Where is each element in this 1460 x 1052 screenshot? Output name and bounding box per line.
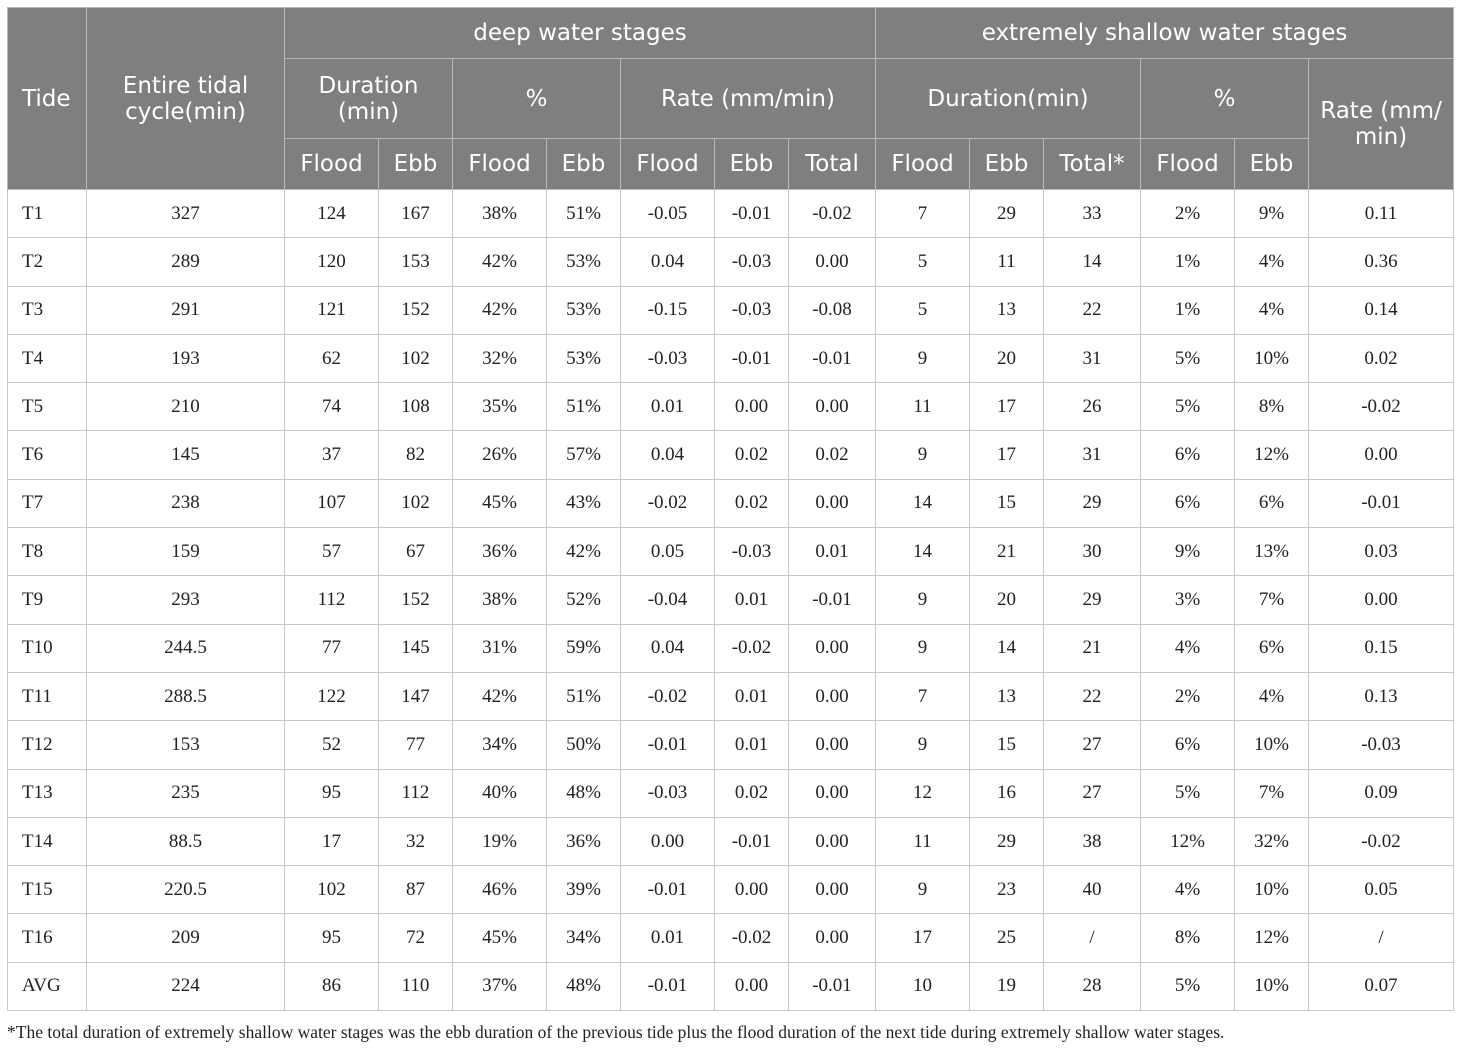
data-cell: 31% (453, 624, 547, 672)
header-shallow-percent: % (1141, 59, 1309, 139)
data-cell: -0.03 (715, 286, 789, 334)
header-shallow-duration-ebb: Ebb (970, 139, 1044, 190)
data-cell: 95 (285, 769, 379, 817)
data-cell: 42% (453, 286, 547, 334)
data-cell: -0.02 (1309, 383, 1454, 431)
data-cell: 121 (285, 286, 379, 334)
table-row (8, 286, 1454, 334)
data-cell: 0.00 (789, 624, 876, 672)
table-footnote: *The total duration of extremely shallow water stages was the ebb duration of the previous tide plus the flood duration of the next tide during extremely shallow water stages. (7, 1022, 1225, 1042)
data-cell: 0.02 (715, 479, 789, 527)
data-cell: 120 (285, 238, 379, 286)
data-cell: 74 (285, 383, 379, 431)
data-cell: 293 (87, 576, 285, 624)
data-cell: 13 (970, 672, 1044, 720)
data-cell: 9 (876, 334, 970, 382)
table-row (8, 383, 1454, 431)
data-cell: 0.04 (621, 238, 715, 286)
data-cell: 291 (87, 286, 285, 334)
data-cell: 31 (1044, 334, 1141, 382)
data-cell: 7% (1235, 576, 1309, 624)
data-cell: 327 (87, 190, 285, 238)
data-cell: 238 (87, 479, 285, 527)
data-cell: 32 (379, 817, 453, 865)
data-cell: 2% (1141, 190, 1235, 238)
data-cell: -0.02 (715, 624, 789, 672)
row-label-cell: T7 (8, 479, 87, 527)
row-label-cell: T9 (8, 576, 87, 624)
data-cell: 21 (1044, 624, 1141, 672)
data-cell: 0.03 (1309, 528, 1454, 576)
data-cell: 124 (285, 190, 379, 238)
data-cell: 88.5 (87, 817, 285, 865)
data-cell: 152 (379, 286, 453, 334)
data-cell: 9 (876, 721, 970, 769)
data-cell: 6% (1141, 431, 1235, 479)
data-cell: 62 (285, 334, 379, 382)
data-cell: 23 (970, 866, 1044, 914)
data-cell: 11 (876, 817, 970, 865)
data-cell: 30 (1044, 528, 1141, 576)
data-cell: 0.05 (1309, 866, 1454, 914)
data-cell: -0.02 (715, 914, 789, 962)
data-cell: 25 (970, 914, 1044, 962)
data-cell: 6% (1141, 479, 1235, 527)
data-cell: 0.00 (715, 962, 789, 1010)
data-cell: 4% (1235, 238, 1309, 286)
data-cell: 45% (453, 914, 547, 962)
row-label-cell: T2 (8, 238, 87, 286)
table-row (8, 962, 1454, 1010)
data-cell: 0.01 (789, 528, 876, 576)
header-deep-rate-total: Total (789, 139, 876, 190)
data-cell: -0.15 (621, 286, 715, 334)
data-cell: 27 (1044, 721, 1141, 769)
data-cell: 0.00 (789, 238, 876, 286)
data-cell: 145 (379, 624, 453, 672)
header-shallow-rate: Rate (mm/ min) (1309, 59, 1454, 190)
data-cell: 17 (970, 383, 1044, 431)
data-cell: 6% (1235, 479, 1309, 527)
row-label-cell: T12 (8, 721, 87, 769)
data-cell: 209 (87, 914, 285, 962)
data-cell: 102 (379, 479, 453, 527)
data-cell: 32% (453, 334, 547, 382)
data-cell: -0.02 (621, 479, 715, 527)
data-cell: 7% (1235, 769, 1309, 817)
header-deep-rate: Rate (mm/min) (621, 59, 876, 139)
data-cell: 159 (87, 528, 285, 576)
data-cell: -0.01 (789, 576, 876, 624)
data-cell: 17 (876, 914, 970, 962)
data-cell: -0.02 (789, 190, 876, 238)
data-cell: 77 (285, 624, 379, 672)
data-cell: 9 (876, 866, 970, 914)
data-cell: 0.00 (789, 769, 876, 817)
data-cell: 289 (87, 238, 285, 286)
data-cell: 10% (1235, 334, 1309, 382)
data-cell: 26% (453, 431, 547, 479)
data-cell: 29 (970, 190, 1044, 238)
data-cell: -0.01 (789, 962, 876, 1010)
data-cell: -0.03 (621, 769, 715, 817)
row-label-cell: T15 (8, 866, 87, 914)
data-cell: 57% (547, 431, 621, 479)
data-cell: 53% (547, 334, 621, 382)
header-deep-percent-flood: Flood (453, 139, 547, 190)
data-cell: -0.01 (1309, 479, 1454, 527)
data-cell: 6% (1141, 721, 1235, 769)
data-cell: 20 (970, 576, 1044, 624)
data-cell: 72 (379, 914, 453, 962)
data-cell: 29 (1044, 576, 1141, 624)
table-row (8, 528, 1454, 576)
data-cell: 21 (970, 528, 1044, 576)
data-cell: 51% (547, 383, 621, 431)
table-row (8, 672, 1454, 720)
row-label-cell: T16 (8, 914, 87, 962)
data-cell: 9 (876, 576, 970, 624)
header-extremely-shallow-water-stages: extremely shallow water stages (876, 8, 1454, 59)
data-cell: 4% (1235, 672, 1309, 720)
data-cell: 5% (1141, 769, 1235, 817)
data-cell: 5 (876, 286, 970, 334)
data-cell: 288.5 (87, 672, 285, 720)
data-cell: 9% (1141, 528, 1235, 576)
header-deep-duration-ebb: Ebb (379, 139, 453, 190)
data-cell: 19% (453, 817, 547, 865)
data-cell: 22 (1044, 672, 1141, 720)
header-tide: Tide (8, 8, 87, 190)
data-cell: 9 (876, 624, 970, 672)
data-cell: 0.01 (621, 383, 715, 431)
data-cell: 7 (876, 190, 970, 238)
data-cell: 0.00 (715, 866, 789, 914)
data-cell: 38% (453, 576, 547, 624)
data-cell: 52% (547, 576, 621, 624)
table-row (8, 238, 1454, 286)
data-cell: -0.01 (621, 962, 715, 1010)
data-cell: 1% (1141, 238, 1235, 286)
data-cell: 43% (547, 479, 621, 527)
data-cell: 26 (1044, 383, 1141, 431)
data-cell: 67 (379, 528, 453, 576)
data-cell: 11 (970, 238, 1044, 286)
data-cell: / (1309, 914, 1454, 962)
data-cell: -0.08 (789, 286, 876, 334)
data-cell: 10 (876, 962, 970, 1010)
data-cell: 0.02 (715, 769, 789, 817)
data-cell: 3% (1141, 576, 1235, 624)
data-cell: -0.01 (789, 334, 876, 382)
data-cell: 0.01 (715, 672, 789, 720)
data-cell: 34% (453, 721, 547, 769)
data-cell: 112 (379, 769, 453, 817)
data-cell: 5% (1141, 334, 1235, 382)
data-cell: 87 (379, 866, 453, 914)
data-cell: 86 (285, 962, 379, 1010)
data-cell: 95 (285, 914, 379, 962)
header-shallow-duration: Duration(min) (876, 59, 1141, 139)
data-cell: 0.01 (715, 576, 789, 624)
data-cell: 107 (285, 479, 379, 527)
data-cell: 1% (1141, 286, 1235, 334)
data-cell: 14 (1044, 238, 1141, 286)
data-cell: 34% (547, 914, 621, 962)
data-cell: 42% (453, 672, 547, 720)
data-cell: 32% (1235, 817, 1309, 865)
row-label-cell: T14 (8, 817, 87, 865)
table-row (8, 431, 1454, 479)
data-cell: 33 (1044, 190, 1141, 238)
data-cell: 40% (453, 769, 547, 817)
data-cell: 29 (970, 817, 1044, 865)
data-cell: 53% (547, 238, 621, 286)
table-container (7, 7, 1453, 1011)
data-cell: 147 (379, 672, 453, 720)
data-cell: -0.02 (1309, 817, 1454, 865)
data-cell: 4% (1235, 286, 1309, 334)
data-cell: -0.01 (715, 817, 789, 865)
data-cell: 28 (1044, 962, 1141, 1010)
data-cell: 16 (970, 769, 1044, 817)
header-deep-water-stages: deep water stages (285, 8, 876, 59)
header-deep-duration-flood: Flood (285, 139, 379, 190)
data-cell: 37% (453, 962, 547, 1010)
header-deep-percent: % (453, 59, 621, 139)
data-cell: 220.5 (87, 866, 285, 914)
data-cell: 14 (970, 624, 1044, 672)
row-label-cell: AVG (8, 962, 87, 1010)
data-cell: 0.00 (789, 672, 876, 720)
data-cell: -0.05 (621, 190, 715, 238)
table-row (8, 866, 1454, 914)
row-label-cell: T5 (8, 383, 87, 431)
data-cell: 11 (876, 383, 970, 431)
data-cell: 22 (1044, 286, 1141, 334)
data-cell: 145 (87, 431, 285, 479)
row-label-cell: T8 (8, 528, 87, 576)
header-deep-percent-ebb: Ebb (547, 139, 621, 190)
data-cell: 153 (87, 721, 285, 769)
row-label-cell: T4 (8, 334, 87, 382)
data-cell: 102 (285, 866, 379, 914)
data-cell: 152 (379, 576, 453, 624)
data-cell: 0.07 (1309, 962, 1454, 1010)
data-cell: 13 (970, 286, 1044, 334)
data-cell: 19 (970, 962, 1044, 1010)
data-cell: 36% (547, 817, 621, 865)
data-cell: 153 (379, 238, 453, 286)
data-cell: 35% (453, 383, 547, 431)
header-shallow-percent-ebb: Ebb (1235, 139, 1309, 190)
header-shallow-duration-flood: Flood (876, 139, 970, 190)
data-cell: 13% (1235, 528, 1309, 576)
data-cell: 57 (285, 528, 379, 576)
data-cell: -0.01 (621, 866, 715, 914)
data-cell: 167 (379, 190, 453, 238)
data-cell: 82 (379, 431, 453, 479)
data-cell: 51% (547, 190, 621, 238)
data-cell: 12% (1235, 431, 1309, 479)
data-cell: 0.09 (1309, 769, 1454, 817)
table-row (8, 817, 1454, 865)
data-cell: 14 (876, 528, 970, 576)
data-cell: 5% (1141, 962, 1235, 1010)
data-cell: 51% (547, 672, 621, 720)
data-cell: 5% (1141, 383, 1235, 431)
data-cell: 42% (547, 528, 621, 576)
data-cell: -0.03 (1309, 721, 1454, 769)
data-cell: 12% (1141, 817, 1235, 865)
data-cell: 0.00 (789, 914, 876, 962)
data-cell: -0.03 (715, 528, 789, 576)
header-deep-rate-flood: Flood (621, 139, 715, 190)
data-cell: 17 (285, 817, 379, 865)
data-cell: 0.02 (789, 431, 876, 479)
data-cell: 108 (379, 383, 453, 431)
data-cell: 122 (285, 672, 379, 720)
data-cell: 0.11 (1309, 190, 1454, 238)
data-cell: 15 (970, 479, 1044, 527)
data-cell: 0.13 (1309, 672, 1454, 720)
row-label-cell: T6 (8, 431, 87, 479)
table-row (8, 334, 1454, 382)
data-cell: 20 (970, 334, 1044, 382)
data-cell: 244.5 (87, 624, 285, 672)
table-row (8, 914, 1454, 962)
data-cell: 0.04 (621, 624, 715, 672)
data-cell: 0.36 (1309, 238, 1454, 286)
table-row (8, 769, 1454, 817)
tidal-stage-table (7, 7, 1454, 1011)
data-cell: 40 (1044, 866, 1141, 914)
table-row (8, 624, 1454, 672)
data-cell: 10% (1235, 721, 1309, 769)
data-cell: 42% (453, 238, 547, 286)
data-cell: 2% (1141, 672, 1235, 720)
data-cell: 0.02 (715, 431, 789, 479)
data-cell: 224 (87, 962, 285, 1010)
data-cell: 4% (1141, 866, 1235, 914)
data-cell: 38 (1044, 817, 1141, 865)
data-cell: 36% (453, 528, 547, 576)
data-cell: 235 (87, 769, 285, 817)
data-cell: 15 (970, 721, 1044, 769)
data-cell: 12 (876, 769, 970, 817)
data-cell: 8% (1235, 383, 1309, 431)
data-cell: 0.00 (789, 479, 876, 527)
data-cell: 45% (453, 479, 547, 527)
data-cell: 0.04 (621, 431, 715, 479)
data-cell: 5 (876, 238, 970, 286)
data-cell: 10% (1235, 866, 1309, 914)
data-cell: 9% (1235, 190, 1309, 238)
data-cell: 52 (285, 721, 379, 769)
data-cell: 39% (547, 866, 621, 914)
data-cell: 77 (379, 721, 453, 769)
data-cell: 14 (876, 479, 970, 527)
data-cell: 59% (547, 624, 621, 672)
data-cell: 0.05 (621, 528, 715, 576)
data-cell: 38% (453, 190, 547, 238)
data-cell: -0.01 (715, 190, 789, 238)
data-cell: -0.03 (715, 238, 789, 286)
data-cell: 210 (87, 383, 285, 431)
data-cell: 4% (1141, 624, 1235, 672)
data-cell: 102 (379, 334, 453, 382)
row-label-cell: T13 (8, 769, 87, 817)
data-cell: 0.14 (1309, 286, 1454, 334)
data-cell: -0.04 (621, 576, 715, 624)
table-row (8, 576, 1454, 624)
data-cell: -0.02 (621, 672, 715, 720)
row-label-cell: T10 (8, 624, 87, 672)
row-label-cell: T1 (8, 190, 87, 238)
data-cell: 0.01 (715, 721, 789, 769)
data-cell: 8% (1141, 914, 1235, 962)
table-row (8, 190, 1454, 238)
header-deep-rate-ebb: Ebb (715, 139, 789, 190)
data-cell: 0.00 (715, 383, 789, 431)
data-cell: 27 (1044, 769, 1141, 817)
header-shallow-percent-flood: Flood (1141, 139, 1235, 190)
table-header (8, 8, 1454, 190)
data-cell: 17 (970, 431, 1044, 479)
data-cell: 0.00 (621, 817, 715, 865)
header-entire-tidal-cycle: Entire tidal cycle(min) (87, 8, 285, 190)
table-body (8, 190, 1454, 1011)
data-cell: 0.00 (1309, 431, 1454, 479)
data-cell: 9 (876, 431, 970, 479)
data-cell: -0.01 (715, 334, 789, 382)
data-cell: -0.03 (621, 334, 715, 382)
data-cell: -0.01 (621, 721, 715, 769)
data-cell: 0.02 (1309, 334, 1454, 382)
data-cell: 48% (547, 769, 621, 817)
table-row (8, 479, 1454, 527)
header-deep-duration: Duration (min) (285, 59, 453, 139)
data-cell: 50% (547, 721, 621, 769)
data-cell: 46% (453, 866, 547, 914)
data-cell: 193 (87, 334, 285, 382)
data-cell: 0.00 (789, 721, 876, 769)
data-cell: 6% (1235, 624, 1309, 672)
data-cell: 12% (1235, 914, 1309, 962)
data-cell: / (1044, 914, 1141, 962)
table-row (8, 721, 1454, 769)
data-cell: 0.00 (1309, 576, 1454, 624)
data-cell: 53% (547, 286, 621, 334)
data-cell: 0.15 (1309, 624, 1454, 672)
data-cell: 48% (547, 962, 621, 1010)
row-label-cell: T11 (8, 672, 87, 720)
data-cell: 37 (285, 431, 379, 479)
data-cell: 0.00 (789, 817, 876, 865)
data-cell: 112 (285, 576, 379, 624)
data-cell: 0.01 (621, 914, 715, 962)
data-cell: 0.00 (789, 383, 876, 431)
data-cell: 31 (1044, 431, 1141, 479)
row-label-cell: T3 (8, 286, 87, 334)
data-cell: 7 (876, 672, 970, 720)
data-cell: 0.00 (789, 866, 876, 914)
data-cell: 110 (379, 962, 453, 1010)
header-shallow-duration-total: Total* (1044, 139, 1141, 190)
data-cell: 29 (1044, 479, 1141, 527)
data-cell: 10% (1235, 962, 1309, 1010)
